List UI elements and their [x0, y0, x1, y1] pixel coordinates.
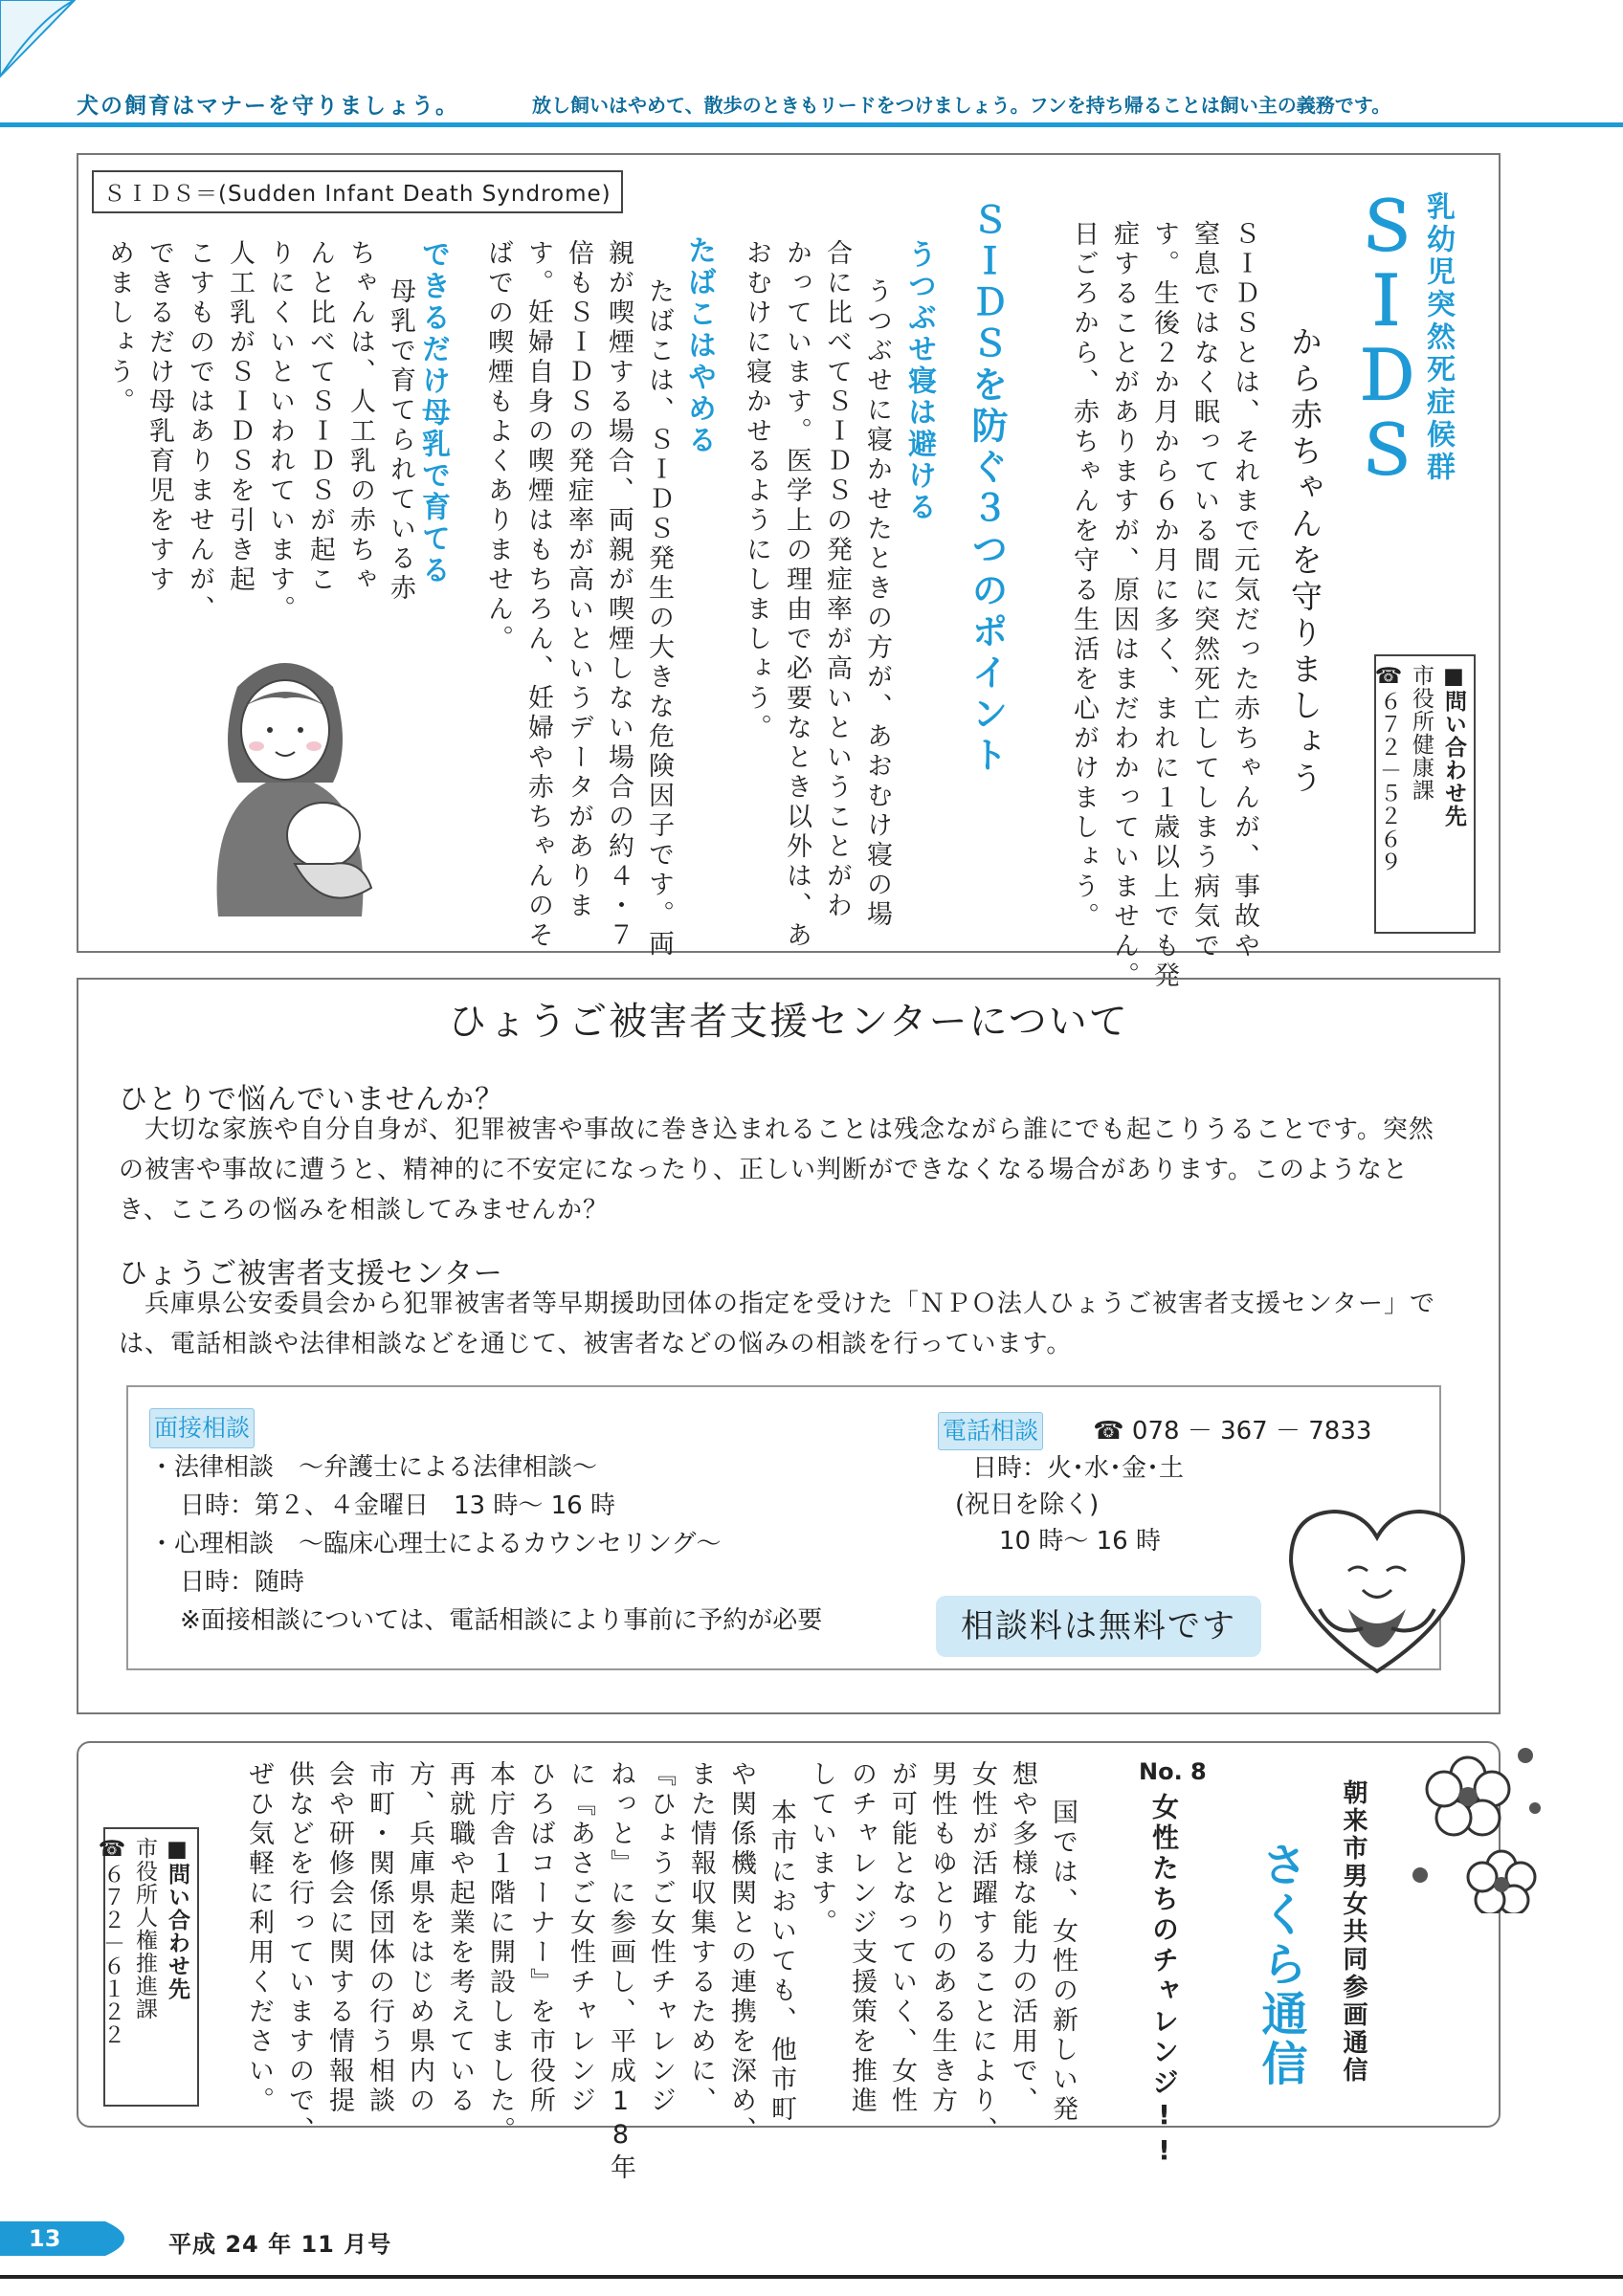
sakura-line: 本庁舎１階に開設しました。	[485, 1760, 515, 2146]
phone-days: 日時：火･水･金･土	[972, 1454, 1185, 1483]
point3-body	[100, 239, 419, 625]
point1-body	[737, 239, 896, 951]
support-center-text: 兵庫県公安委員会から犯罪被害者等早期援助団体の指定を受けた「ＮＰＯ法人ひょうご被害者支援センター」では、電話相談や法律相談などを通じて、被害者などの悩みの相談を行っています。	[119, 1290, 1435, 1358]
sakura-line: 市町・関係団体の行う相談	[365, 1760, 394, 2116]
sakura-super-title: 朝来市男女共同参画通信	[1339, 1779, 1367, 2085]
point2-line: ばでの喫煙もよくありません。	[483, 239, 513, 654]
sakura-line: 会や研修会に関する情報提	[324, 1760, 354, 2116]
face-consult	[149, 1408, 822, 1640]
sids-pre-title: 乳幼児突然死症候群	[1421, 191, 1455, 484]
sakura-line: 本市においても、他市町	[767, 1799, 796, 2125]
point3-line: りにくいといわれています。	[265, 239, 295, 625]
contact-heading: ■問い合わせ先	[165, 1837, 189, 2000]
sids-subtitle: から赤ちゃんを守りましょう	[1286, 325, 1323, 798]
sakura-body	[239, 1760, 1081, 2183]
sakura-line: ぜひ気軽に利用ください。	[244, 1760, 274, 2116]
point3-line: 母乳で育てられている赤	[386, 277, 415, 604]
sakura-line: に『あさご女性チャレンジ	[566, 1760, 595, 2116]
intro-line: す。生後２か月から６か月に多く、まれに１歳以上でも発	[1149, 220, 1179, 991]
point2-line: 倍もＳＩＤＳの発症率が高いというデータがありま	[564, 239, 593, 921]
support-q-text: 大切な家族や自分自身が、犯罪被害や事故に巻き込まれることは残念ながら誰にでも起こりうることです。突然の被害や事故に遭うと、精神的に不安定になったり、正しい判断ができなくなる場合があります。このようなとき、こころの悩みを相談してみませんか？	[119, 1115, 1434, 1225]
point2-title: たばこはやめる	[682, 235, 716, 456]
contact-heading: ■問い合わせ先	[1441, 664, 1466, 828]
point3-title: できるだけ母乳で育てる	[416, 239, 450, 586]
point3-line: こすものではありませんが、	[185, 239, 214, 625]
sakura-line: 想や多様な能力の活用で、	[1008, 1760, 1037, 2116]
sakura-subtitle: 女性たちのチャレンジ!!	[1148, 1793, 1180, 2170]
sids-intro	[1064, 220, 1263, 991]
page-curl-decoration	[0, 0, 86, 86]
intro-line: 窒息ではなく眠っている間に突然死亡してしまう病気で	[1189, 220, 1219, 961]
support-q-heading: ひとりで悩んでいませんか？	[119, 1083, 504, 1116]
phone-holiday: (祝日を除く)	[955, 1490, 1100, 1519]
sakura-title: さくら通信	[1254, 1841, 1307, 2089]
sakura-number: No. 8	[1139, 1758, 1207, 1785]
sakura-line: 『ひょうご女性チャレンジ	[646, 1760, 676, 2116]
sakura-line: ひろばコーナー』を市役所	[525, 1760, 555, 2116]
mother-baby-illustration	[180, 639, 390, 916]
point1-title: うつぶせ寝は避ける	[902, 239, 936, 523]
phone-time: 10 時～ 16 時	[999, 1527, 1161, 1556]
sids-title: ＳＩＤＳ	[1342, 191, 1420, 490]
support-center-heading: ひょうご被害者支援センター	[119, 1257, 503, 1291]
point2-line: 親が喫煙する場合、両親が喫煙しない場合の約４・７	[604, 239, 634, 951]
sakura-line: 供などを行っていますので、	[284, 1760, 314, 2146]
sakura-line: 国では、女性の新しい発	[1048, 1799, 1078, 2125]
free-consult-badge: 相談料は無料です	[936, 1596, 1261, 1657]
sakura-line: しています。	[807, 1760, 836, 1938]
sakura-contact-box	[100, 1827, 199, 2107]
psych-consult-time: 日時：随時	[180, 1568, 305, 1597]
sakura-line: 再就職や起業を考えている	[445, 1760, 475, 2116]
sakura-line: が可能となっていく、女性	[887, 1760, 917, 2116]
point1-line: 合に比べてＳＩＤＳの発症率が高いということがわ	[822, 239, 852, 921]
header-title: 犬の飼育はマナーを守りましょう。	[77, 94, 459, 119]
header-subtitle: 放し飼いはやめて、散歩のときもリードをつけましょう。フンを持ち帰ることは飼い主の義務です。	[532, 94, 1391, 117]
page-number: 13	[29, 2225, 61, 2252]
sakura-line: 男性もゆとりのある生き方	[927, 1760, 957, 2116]
page-number-tab	[0, 2218, 144, 2260]
point2-line: す。妊婦自身の喫煙はもちろん、妊婦や赤ちゃんのそ	[523, 239, 553, 951]
point3-line: ちゃんは、人工乳の赤ちゃ	[345, 239, 375, 595]
point1-line: おむけに寝かせるようにしましょう。	[742, 239, 771, 743]
point1-line: かっています。医学上の理由で必要なとき以外は、あ	[782, 239, 812, 951]
sakura-line: また情報収集するために、	[686, 1760, 716, 2116]
point3-line: めましょう。	[104, 239, 134, 417]
point2-line: たばこは、ＳＩＤＳ発生の大きな危険因子です。両	[644, 277, 674, 960]
footer-rule	[0, 2275, 1623, 2279]
heart-mascot-illustration	[1277, 1494, 1478, 1686]
contact-dept: 市役所健康課	[1409, 664, 1434, 802]
sids-contact-box	[1374, 654, 1476, 934]
point1-line: うつぶせに寝かせたときの方が、あおむけ寝の場	[862, 277, 892, 930]
sakura-line: 女性が活躍することにより、	[967, 1760, 997, 2146]
phone-consult-tag: 電話相談	[938, 1412, 1043, 1450]
sakura-line: のチャレンジ支援策を推進	[847, 1760, 877, 2116]
sakura-line: 方、兵庫県をはじめ県内の	[405, 1760, 434, 2116]
header-rule	[0, 122, 1623, 127]
issue-date: 平成 24 年 11 月号	[168, 2231, 392, 2258]
point2-body	[478, 239, 678, 960]
sakura-line: や関係機関との連携を深め、	[726, 1760, 756, 2146]
sids-points-title: ＳＩＤＳを防ぐ３つのポイント	[966, 201, 1008, 777]
point3-line: んと比べてＳＩＤＳが起こ	[305, 239, 335, 595]
sids-definition: ＳＩＤＳ＝(Sudden Infant Death Syndrome)	[92, 170, 623, 213]
psych-consult: ・心理相談 ～臨床心理士によるカウンセリング～	[149, 1530, 722, 1558]
legal-consult-time: 日時：第２、４金曜日 13 時～ 16 時	[180, 1491, 615, 1520]
support-title: ひょうご被害者支援センターについて	[448, 1000, 1129, 1044]
legal-consult: ・法律相談 ～弁護士による法律相談～	[149, 1453, 598, 1482]
contact-phone: ☎６７２－５２６９	[1376, 664, 1401, 873]
sakura-flower-icon	[1401, 1732, 1554, 1913]
point3-line: できるだけ母乳育児をすす	[145, 239, 174, 595]
phone-number: ☎ 078 － 367 － 7833	[1093, 1417, 1372, 1446]
contact-dept: 市役所人権推進課	[132, 1837, 157, 2020]
intro-line: 日ごろから、赤ちゃんを守る生活を心がけましょう。	[1069, 220, 1099, 932]
face-consult-note: ※面接相談については、電話相談により事前に予約が必要	[180, 1606, 823, 1635]
contact-phone: ☎６７２－６１２２	[100, 1837, 124, 2046]
sakura-line: ねっと』に参画し、平成18年	[606, 1760, 635, 2183]
point3-line: 人工乳がＳＩＤＳを引き起	[225, 239, 255, 595]
face-consult-tag: 面接相談	[149, 1408, 255, 1448]
intro-line: 症することがありますが、原因はまだわかっていません。	[1109, 220, 1139, 991]
intro-line: ＳＩＤＳとは、それまで元気だった赤ちゃんが、事故や	[1230, 220, 1259, 961]
